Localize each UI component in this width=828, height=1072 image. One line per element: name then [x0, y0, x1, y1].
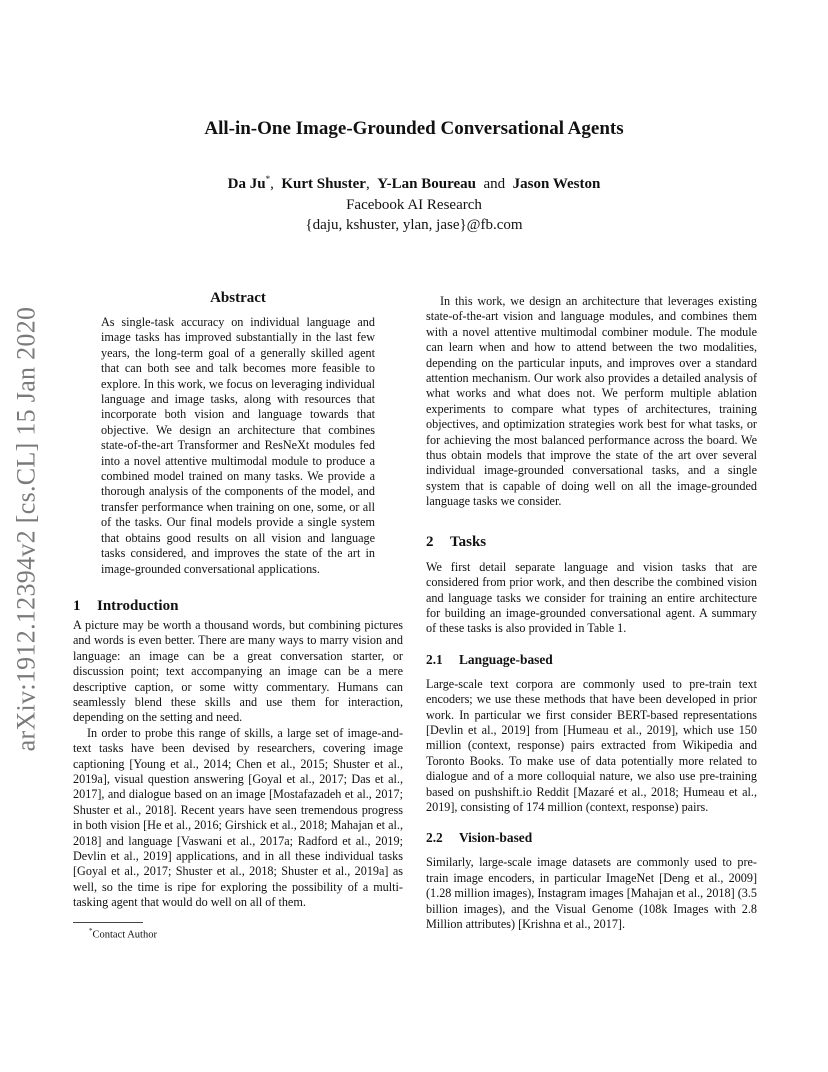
author-3: Y-Lan Boureau [377, 176, 476, 192]
tasks-text: We first detail separate language and vision tasks that are considered from prior work, and then describe the combined vision and language tasks we consider for training an entire architecture for building an image-grounded conversational agent. A summary of these tasks is also provided in Table 1. [426, 559, 757, 636]
abstract-text: As single-task accuracy on individual language and image tasks has improved substantially in the last few years, the long-term goal of a generally skilled agent that can both see and talk becomes more feasible to explore. In this work, we focus on leveraging individual language and image tasks, along with resources that incorporate both vision and language towards that objective. We design an architecture that combines state-of-the-art Transformer and ResNeXt modules fed into a novel attentive multimodal module to produce a combined model trained on many tasks. We provide a thorough analysis of the components of the model, and transfer performance when training on one, some, or all of the tasks. Our final models provide a single system that obtains good results on all vision and language tasks considered, and improves the state of the art in image-grounded conversational applications. [101, 315, 375, 576]
intro-title: Introduction [97, 597, 179, 614]
vision-heading [426, 830, 757, 846]
tasks-heading [426, 534, 757, 551]
tasks-number: 2 [426, 533, 434, 550]
author-1-mark: * [265, 174, 271, 184]
vision-text: Similarly, large-scale image datasets are commonly used to pre-train image encoders, in particular ImageNet [Deng et al., 2009] (1.28 million images), Instagram images [Mahajan et al., 2018] (3.5 billion images), and the Visual Genome (108k Images with 2.8 Million attributes) [Krishna et al., 2017]. [426, 855, 758, 931]
footnote-divider [73, 922, 143, 923]
author-4: Jason Weston [512, 176, 601, 192]
language-text: Large-scale text corpora are commonly used to pre-train text encoders; we use these methods that have been developed in prior work. In particular we first consider BERT-based representations [Devlin et al., 2019] from [Humeau et al., 2019], which use 150 million (context, response) pairs extracted from Wikipedia and Toronto Books. To make use of data potentially more related to dialogue and of a more colloquial nature, we also use pre-training based on pushshift.io Reddit [Mazaré et al., 2018; Humeau et al., 2019], consisting of 174 million (context, response) pairs. [426, 676, 757, 814]
author-and: and [483, 176, 506, 192]
author-2: Kurt Shuster [281, 176, 366, 192]
intro-continuation: In this work, we design an architecture that leverages existing state-of-the-art vision and language modules, and combines them with a novel attentive multimodal combiner module. The module can learn when and how to attend between the two modalities, depending on the particular inputs, and improves over a standard attention mechanism. Our work also provides a detailed analysis of what works and what does not. We perform multiple ablation experiments to compare what types of architectures, training objectives, and optimization strategies work best for what tasks, or for achieving the most balanced performance across the board. We thus obtain models that improve the state of the art over several individual image-grounded conversational tasks, and a single system that is capable of doing well on all the image-grounded language tasks we consider. [426, 294, 757, 509]
left-column [73, 290, 403, 940]
language-title: Language-based [459, 651, 553, 667]
footnote-text: Contact Author [92, 929, 157, 941]
language-heading [426, 652, 757, 668]
vision-number: 2.2 [426, 830, 443, 846]
tasks-title: Tasks [450, 533, 487, 550]
affiliation: Facebook AI Research [346, 197, 482, 213]
right-column [426, 294, 757, 932]
vision-title: Vision-based [459, 830, 533, 846]
language-number: 2.1 [426, 651, 443, 667]
intro-number: 1 [73, 597, 81, 614]
arxiv-stamp-text: arXiv:1912.12394v2 [cs.CL] 15 Jan 2020 [11, 306, 40, 752]
abstract-heading: Abstract [210, 290, 266, 306]
intro-heading [73, 598, 403, 615]
paper-title: All-in-One Image-Grounded Conversational Agents [204, 118, 624, 139]
author-emails: {daju, kshuster, ylan, jase}@fb.com [305, 217, 523, 233]
arxiv-stamp [4, 294, 48, 764]
footnote-mark: * [89, 926, 93, 935]
author-1: Da Ju [227, 176, 266, 192]
intro-paragraph-1: A picture may be worth a thousand words, but combining pictures and words is even better. There are many ways to marry vision and language: an image can be a great conversation starter, or discussion point; text accompanying an image can be a mere descriptive caption, or some witty commentary. Humans can seamlessly blend these skills and use them for interaction, depending on the setting and need. [73, 617, 403, 725]
footnote [89, 927, 403, 941]
intro-paragraph-2: In order to probe this range of skills, a large set of image-and-text tasks have been devised by researchers, covering image captioning [Young et al., 2014; Chen et al., 2015; Shuster et al., 2019a], visual question answering [Goyal et al., 2017; Das et al., 2017], and dialogue based on an image [Mostafazadeh et al., 2017; Shuster et al., 2018]. Recent years have seen tremendous progress in both vision [He et al., 2016; Girshick et al., 2018; Mahajan et al., 2018] and language [Vaswani et al., 2017a; Radford et al., 2019; Devlin et al., 2019] applications, and in all these individual tasks [Goyal et al., 2017; Shuster et al., 2018; Shuster et al., 2019a] as well, so the time is ripe for exploring the possibility of a multi-tasking agent that would do well on all of them. [73, 725, 404, 910]
author-list: Da Ju*, Kurt Shuster, Y-Lan Boureau and Jason Weston [227, 174, 601, 192]
